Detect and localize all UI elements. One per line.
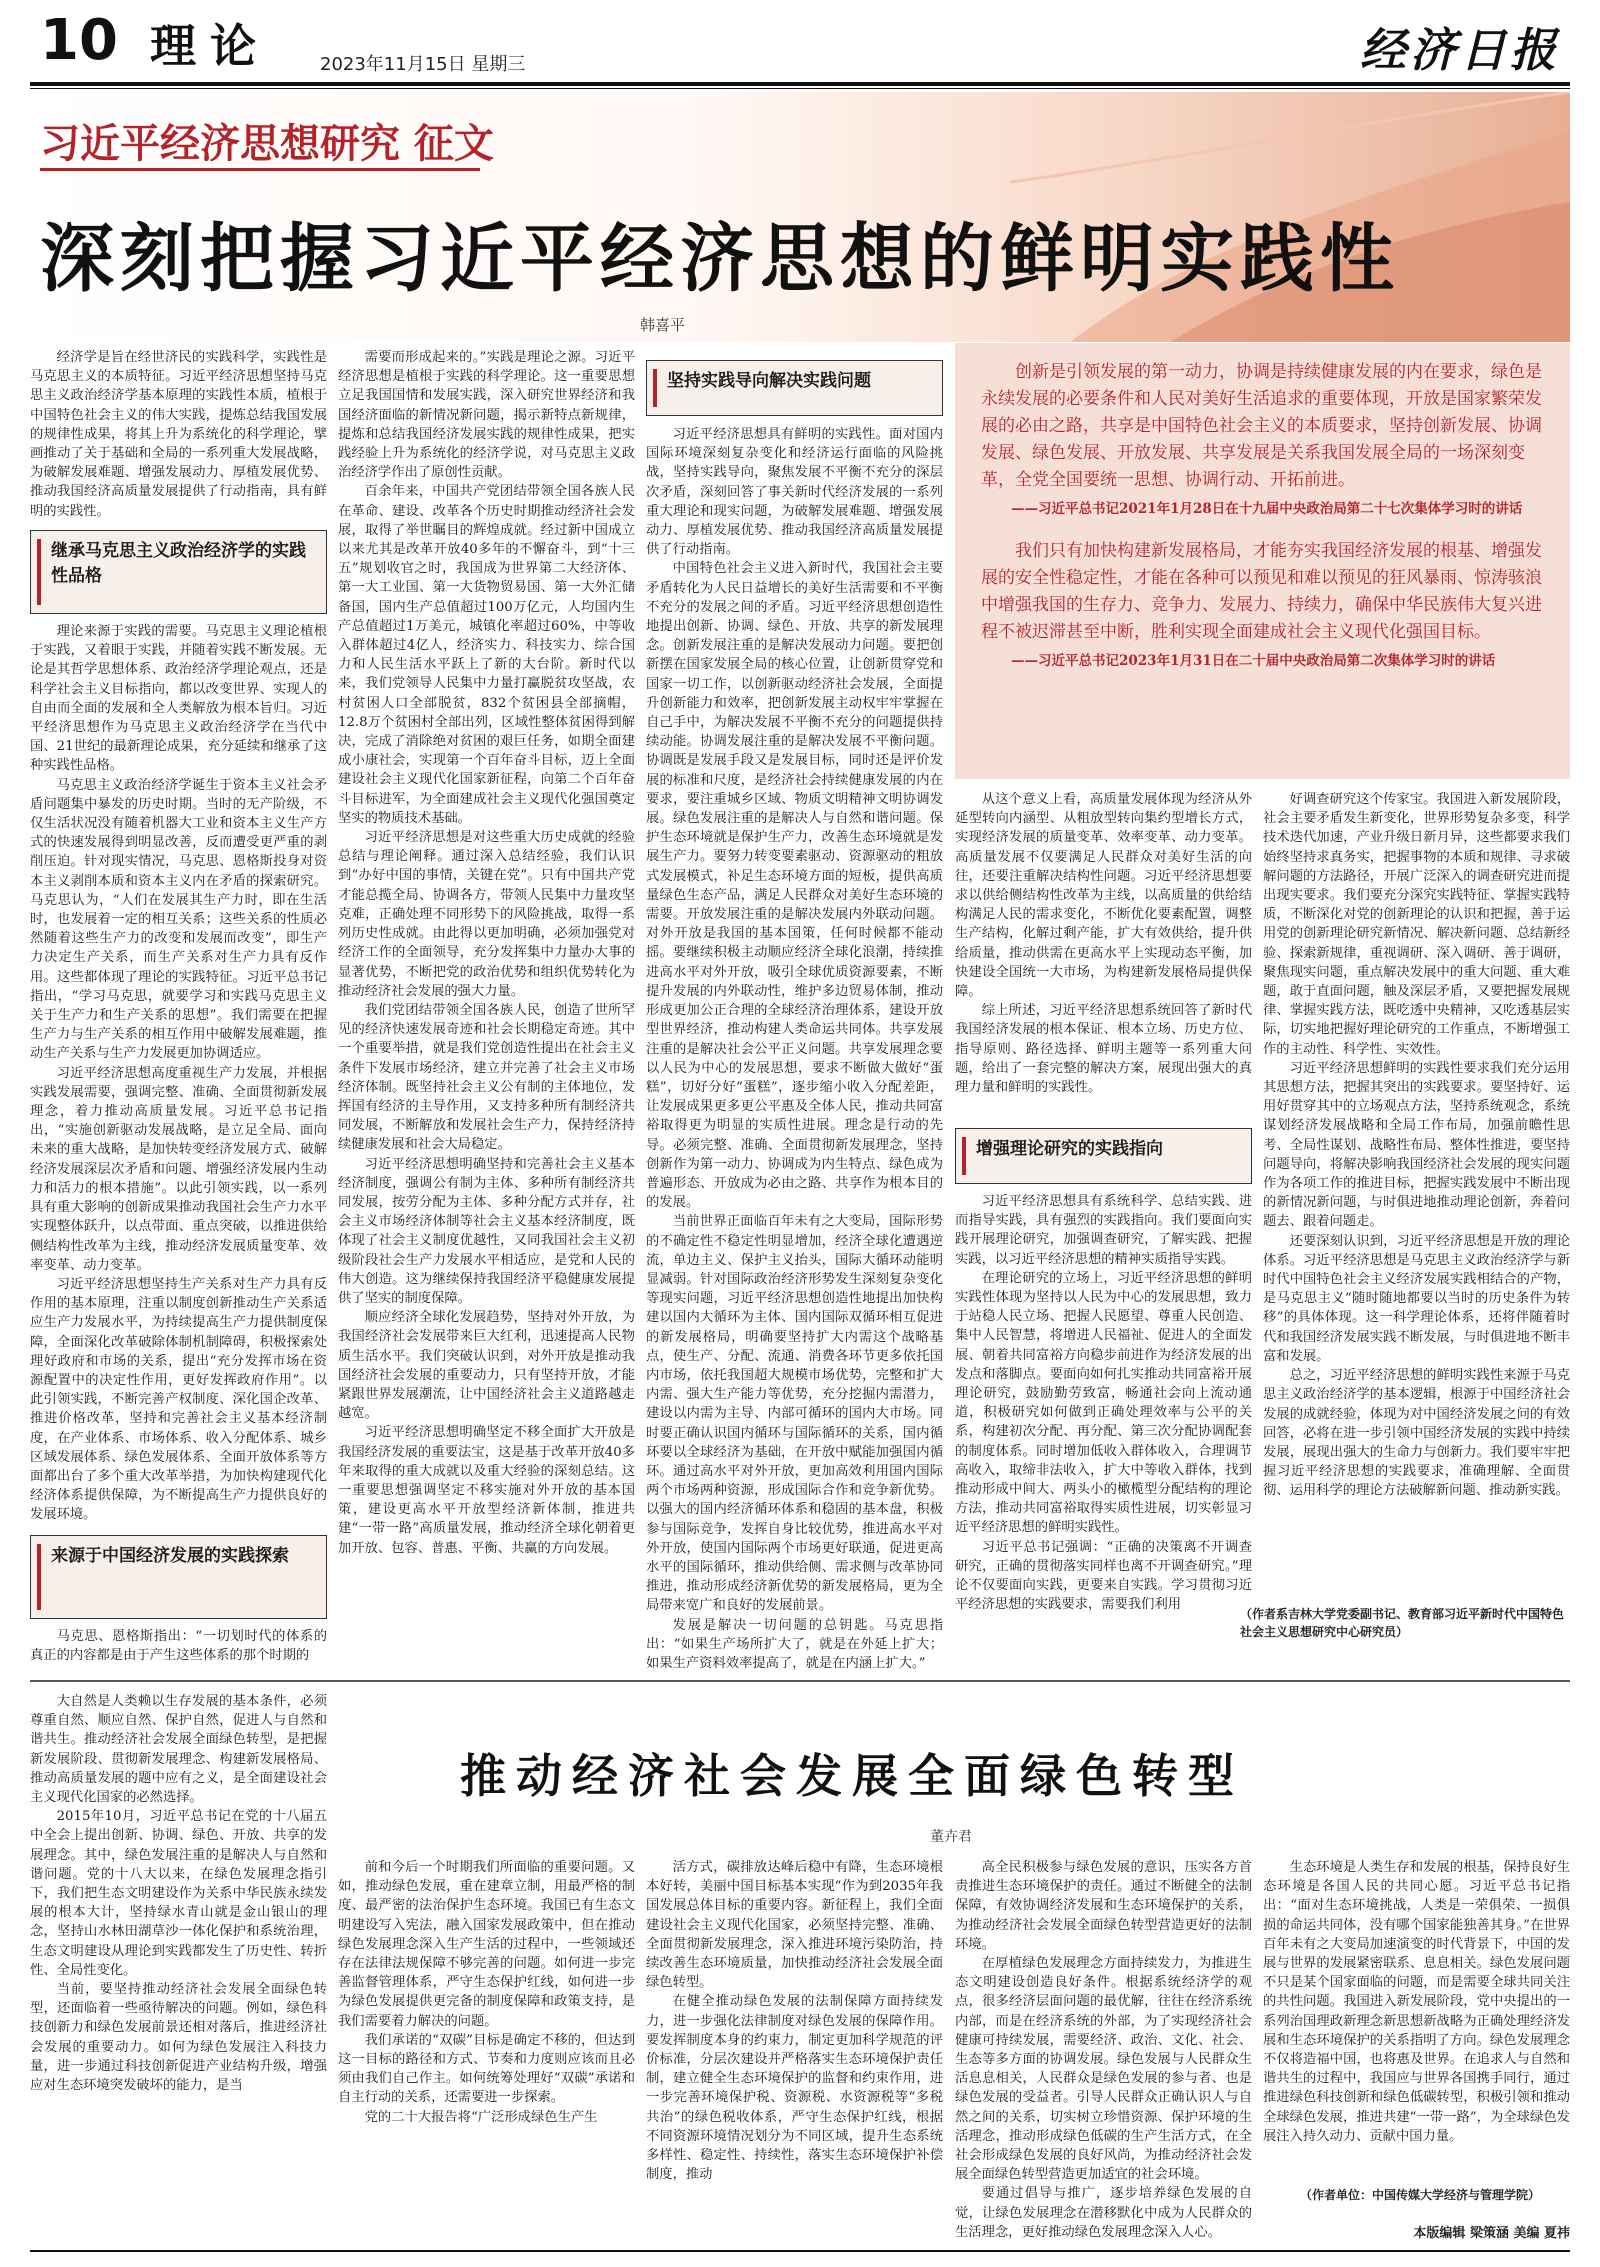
- newspaper-logo: 经济日报: [1360, 23, 1560, 77]
- subhead-origin-practice: [30, 1535, 327, 1619]
- editor-credits: 本版编辑 梁策涵 美编 夏祎: [1413, 2226, 1570, 2241]
- article2-column-1: [30, 1692, 327, 2247]
- body-paragraph: 需要而形成起来的。”实践是理论之源。习近平经济思想是植根于实践的科学理论。这一重要思想立足我国国情和发展实践，深入研究世界经济和我国经济面临的新情况新问题，揭示新特点新规律，提炼和总结我国经济发展实践的规律性成果，把实践经验上升为系统化的经济学说，对马克思主义政治经济学作出了原创性贡献。: [338, 350, 635, 481]
- body-paragraph: 马克思、恩格斯指出：“一切划时代的体系的真正的内容都是由于产生这些体系的那个时期的: [30, 1629, 327, 1664]
- body-paragraph: 经济学是旨在经世济民的实践科学，实践性是马克思主义的本质特征。习近平经济思想坚持马克思主义政治经济学基本原理的实践性本质，植根于中国特色社会主义的伟大实践，提炼总结我国发展的规律性成果，将其上升为系统化的科学理论，擘画推动了关于基础和全局的一系列重大发展战略，为破解发展难题、增强发展动力、厚植发展优势、推动我国经济高质量发展提供了行动指南，具有鲜明的实践性。: [30, 350, 327, 519]
- masthead-rule: [30, 82, 1570, 86]
- author-note: （作者系吉林大学党委副书记、教育部习近平新时代中国特色社会主义思想研究中心研究员）: [1240, 1607, 1565, 1639]
- subhead-practice-orientation: [646, 360, 943, 416]
- body-paragraph: 还要深刻认识到，习近平经济思想是开放的理论体系。习近平经济思想是马克思主义政治经济学与新时代中国特色社会主义经济发展实践相结合的产物，是马克思主义“随时随地都要以当时的历史条件为转移”的具体体现。这一科学理论体系，还将伴随着时代和我国经济发展实践不断发展，与时俱进地不断丰富和发展。: [1263, 1233, 1570, 1364]
- body-paragraph: 当前，要坚持推动经济社会发展全面绿色转型，还面临着一些亟待解决的问题。例如，绿色科技创新力和绿色发展前景还相对落后，推进经济社会发展的重要动力。如何为绿色发展注入科技力量，进一步通过科技创新促进产业结构升级，增强应对生态环境突发破坏的能力，是当: [30, 1982, 327, 2094]
- page-bottom-rule: [30, 2250, 1570, 2252]
- body-paragraph: 我们党团结带领全国各族人民，创造了世所罕见的经济快速发展奇迹和社会长期稳定奇迹。其中一个重要举措，就是我们党创造性提出在社会主义条件下发展市场经济，建立并完善了社会主义市场经济体制。既坚持社会主义公有制的主体地位，发挥国有经济的主导作用，又支持多种所有制经济共同发展，不断解放和发展社会生产力，保持经济持续健康发展和社会大局稳定。: [338, 1002, 635, 1153]
- article2-column-4: [955, 1858, 1252, 2247]
- body-paragraph: 总之，习近平经济思想的鲜明实践性来源于马克思主义政治经济学的基本逻辑，根源于中国经济社会发展的成就经验，体现为对中国经济发展之问的有效回答，必将在进一步引领中国经济发展的实践中持续发展，展现出强大的生命力与创新力。我们要牢牢把握习近平经济思想的实践要求，准确理解、全面贯彻、运用科学的理论方法破解新问题、推动新实践。: [1263, 1368, 1570, 1499]
- article2-column-5: [1263, 1858, 1570, 2180]
- body-paragraph: 活方式，碳排放达峰后稳中有降，生态环境根本好转，美丽中国目标基本实现”作为到2035年我国发展总体目标的重要内容。新征程上，我们全面建设社会主义现代化国家，必须坚持完整、准确、全面贯彻新发展理念，深入推进环境污染防治，持续改善生态环境质量，加快推动经济社会发展全面绿色转型。: [646, 1860, 943, 1991]
- page-masthead: [0, 0, 1600, 80]
- column-tag: 习近平经济思想研究 征文: [40, 120, 494, 167]
- article-byline: 韩喜平: [640, 316, 686, 334]
- body-paragraph: 习近平经济思想高度重视生产力发展，并根据实践发展需要，强调完整、准确、全面贯彻新发展理念，着力推动高质量发展。习近平总书记指出，“实施创新驱动发展战略，是立足全局、面向未来的重大战略，是加快转变经济发展方式、破解经济发展深层次矛盾和问题、增强经济发展内生动力和活力的根本措施”。以此引领实践，以一系列具有重大影响的创新成果推动我国社会生产力水平实现整体跃升，以点带面、重点突破，以推进供给侧结构性改革为主线，推动经济发展质量变革、效率变革、动力变革。: [30, 1065, 327, 1273]
- article2-column-2: [338, 1858, 635, 2247]
- article1-column-3: [646, 425, 943, 1671]
- second-headline: 推动经济社会发展全面绿色转型: [460, 1749, 1244, 1803]
- article1-column-1: [30, 348, 327, 524]
- body-paragraph: 在理论研究的立场上，习近平经济思想的鲜明实践性体现为坚持以人民为中心的发展思想，致力于站稳人民立场、把握人民愿望、尊重人民创造、集中人民智慧，将增进人民福祉、促进人的全面发展、朝着共同富裕方向稳步前进作为经济发展的出发点和落脚点。要面向如何扎实推动共同富裕开展理论研究，鼓励勤劳致富，畅通社会向上流动通道，积极研究如何做到正确处理效率与公平的关系，构建初次分配、再分配、第三次分配协调配套的制度体系。同时增加低收入群体收入，合理调节高收入，取缔非法收入，扩大中等收入群体，找到推动形成中间大、两头小的橄榄型分配结构的理论方法，推动共同富裕取得实质性进展，切实彰显习近平经济思想的鲜明实践性。: [955, 1270, 1252, 1536]
- body-paragraph: 大自然是人类赖以生存发展的基本条件，必须尊重自然、顺应自然、保护自然，促进人与自然和谐共生。推动经济社会发展全面绿色转型，是把握新发展阶段、贯彻新发展理念、构建新发展格局、推动高质量发展的题中应有之义，是全面建设社会主义现代化国家的必然选择。: [30, 1694, 327, 1806]
- body-paragraph: 习近平经济思想明确坚持和完善社会主义基本经济制度，强调公有制为主体、多种所有制经济共同发展，按劳分配为主体、多种分配方式并存，社会主义市场经济体制等社会主义基本经济制度，既体现了社会主义制度优越性，又同我国社会主义初级阶段社会生产力发展水平相适应，是党和人民的伟大创造。这为继续保持我国经济平稳健康发展提供了坚实的制度保障。: [338, 1156, 635, 1306]
- main-headline: 深刻把握习近平经济思想的鲜明实践性: [40, 216, 1400, 302]
- body-paragraph: 2015年10月，习近平总书记在党的十八届五中全会上提出创新、协调、绿色、开放、共享的发展理念。其中，绿色发展注重的是解决人与自然和谐问题。党的十八大以来，在绿色发展理念指引下，我们把生态文明建设作为关系中华民族永续发展的根本大计，坚持绿水青山就是金山银山的理念，坚持山水林田湖草沙一体化保护和系统治理，生态文明建设从理论到实践都发生了历史性、转折性、全局性变化。: [30, 1809, 327, 1978]
- body-paragraph: 当前世界正面临百年未有之大变局，国际形势的不确定性不稳定性明显增加，经济全球化遭遇逆流，单边主义、保护主义抬头，国际大循环动能明显减弱。针对国际政治经济形势发生深刻复杂变化等现实问题，习近平经济思想创造性地提出加快构建以国内大循环为主体、国内国际双循环相互促进的新发展格局，明确要坚持扩大内需这个战略基点，使生产、分配、流通、消费各环节更多依托国内市场，依托我国超大规模市场优势，完整和扩大内需、强大生产能力等优势，充分挖掘内需潜力，建设以内需为主导、内部可循环的国内大市场。同时要正确认识国内循环与国际循环的关系，国内循环要以全球经济为基础，在开放中赋能加强国内循环。通过高水平对外开放，更加高效利用国内国际两个市场两种资源，形成国际合作和竞争新优势。以强大的国内经济循环体系和稳固的基本盘，积极参与国际竞争，发挥自身比较优势，推进高水平对外开放，使国内国际两个市场更好联通，促进更高水平的国际循环，推动供给侧、需求侧与改革协同推进，推动形成经济新优势的新发展格局，更为全局带来宽广和良好的发展前景。: [646, 1214, 943, 1614]
- second-byline: 董卉君: [930, 1829, 972, 1845]
- article1-column-2: [338, 348, 635, 1671]
- quote-text: 创新是引领发展的第一动力，协调是持续健康发展的内在要求，绿色是永续发展的必要条件和人民对美好生活追求的重要体现，开放是国家繁荣发展的必由之路，共享是中国特色社会主义的本质要求，坚持创新发展、协调发展、绿色发展、开放发展、共享发展是关系我国发展全局的一场深刻变革，全党全国要统一思想、协调行动、开拓前进。: [981, 362, 1542, 490]
- body-paragraph: 在健全推动绿色发展的法制保障方面持续发力，进一步强化法律制度对绿色发展的保障作用。要发挥制度本身的约束力，制定更加科学规范的评价标准，分层次建设并严格落实生态环境保护责任制，建立健全生态环境保护的监督和约束作用，进一步完善环境保护税、资源税、水资源税等“多税共治”的绿色税收体系，严守生态保护红线，根据不同资源环境情况划分为不同区域，提升生态系统多样性、稳定性、持续性，落实生态环境保护补偿制度，推动: [646, 1994, 943, 2183]
- body-paragraph: 习近平经济思想坚持生产关系对生产力具有反作用的基本原理，注重以制度创新推动生产关系适应生产力发展水平，为持续提高生产力提供制度保障，全面深化改革破除体制机制障碍，积极探索处理好政府和市场的关系，提出“充分发挥市场在资源配置中的决定性作用，更好发挥政府作用”。以此引领实践，不断完善产权制度、深化国企改革、推进价格改革，坚持和完善社会主义基本经济制度，在产业体系、市场体系、收入分配体系、城乡区域发展体系、绿色发展体系、全面开放体系等方面都出台了多个重大改革举措，为加快构建现代化经济体系提供保障，为不断提高生产力提供良好的发展环境。: [30, 1276, 327, 1523]
- subhead-text: 坚持实践导向解决实践问题: [667, 371, 871, 391]
- subhead-research-orientation: [955, 1128, 1252, 1184]
- pull-quote-box: [955, 343, 1570, 779]
- subhead-text: 继承马克思主义政治经济学的实践性品格: [51, 541, 306, 586]
- issue-date: 2023年11月15日 星期三: [320, 54, 526, 75]
- section-name: 理论: [150, 19, 270, 73]
- body-paragraph: 习近平经济思想是对这些重大历史成就的经验总结与理论阐释。通过深入总结经验，我们认识到“办好中国的事情，关键在党”。只有中国共产党才能总揽全局、协调各方，带领人民集中力量攻坚克难，正确处理不同形势下的风险挑战，取得一系列历史性成就。由此得以更加明确，必须加强党对经济工作的全面领导，充分发挥集中力量办大事的显著优势，不断把党的政治优势和组织优势转化为推动经济社会发展的强大力量。: [338, 830, 635, 999]
- column-tag-underline: [40, 168, 480, 171]
- body-paragraph: 理论来源于实践的需要。马克思主义理论植根于实践，又着眼于实践，并随着实践不断发展。无论是其哲学思想体系、政治经济学理论观点，还是科学社会主义目标指向，都以改变世界、实现人的自由而全面的发展和全人类解放为根本旨归。习近平经济思想作为马克思主义政治经济学在当代中国、21世纪的最新理论成果，充分延续和继承了这种实践性品格。: [30, 624, 327, 774]
- article1-column-4: [955, 790, 1252, 1120]
- body-paragraph: 中国特色社会主义进入新时代，我国社会主要矛盾转化为人民日益增长的美好生活需要和不平衡不充分的发展之间的矛盾。习近平经济思想创造性地提出创新、协调、绿色、开放、共享的新发展理念。创新发展注重的是解决发展动力问题。要把创新摆在国家发展全局的核心位置，让创新贯穿党和国家一切工作，以创新驱动经济社会发展，全面提升创新能力和效率，把创新发展主动权牢牢掌握在自己手中，为解决发展不平衡不充分的问题提供持续动能。协调发展注重的是解决发展不平衡问题。协调既是发展手段又是发展目标，同时还是评价发展的标准和尺度，是经济社会持续健康发展的内在要求，要注重城乡区域、物质文明精神文明协调发展。绿色发展注重的是解决人与自然和谐问题。保护生态环境就是保护生产力，改善生态环境就是发展生产力。要努力转变要素驱动、资源驱动的粗放式发展模式，补足生态环境方面的短板，提供高质量绿色生态产品，满足人民群众对美好生态环境的需要。开放发展注重的是解决发展内外联动问题。对外开放是我国的基本国策，任何时候都不能动摇。要继续积极主动顺应经济全球化浪潮，持续推进高水平对外开放，吸引全球优质资源要素，不断提升发展的内外联动性，维护多边贸易体制，推动形成更加公正合理的全球经济治理体系，建设开放型世界经济，推动构建人类命运共同体。共享发展注重的是解决社会公平正义问题。共享发展理念要以人民为中心的发展思想，要求不断做大做好“蛋糕”，切好分好“蛋糕”，逐步缩小收入分配差距，让发展成果更多更公平惠及全体人民，推动共同富裕取得更为明显的实质性进展。理念是行动的先导。必须完整、准确、全面贯彻新发展理念，坚持创新作为第一动力、协调成为内生特点、绿色成为普遍形态、开放成为必由之路、共享作为根本目的的发展。: [646, 561, 943, 1211]
- body-paragraph: 发展是解决一切问题的总钥匙。马克思指出：“如果生产场所扩大了，就是在外延上扩大；如果生产资料效率提高了，就是在内涵上扩大。”: [646, 1617, 943, 1671]
- body-paragraph: 习近平经济思想鲜明的实践性要求我们充分运用其思想方法，把握其突出的实践要求。要坚持好、运用好贯穿其中的立场观点方法，坚持系统观念，系统谋划经济发展战略和全局工作布局，加强前瞻性思考、全局性谋划、战略性布局、整体性推进，要坚持问题导向，将解决影响我国经济社会发展的现实问题作为各项工作的推进目标，把握实践发展中不断出现的新情况新问题，与时俱进地推动理论创新，奔着问题去、跟着问题走。: [1263, 1060, 1570, 1230]
- body-paragraph: 习近平经济思想具有系统科学、总结实践、进而指导实践，具有强烈的实践指向。我们要面向实践开展理论研究，加强调查研究，了解实践、把握实践，以习近平经济思想的精神实质指导实践。: [955, 1194, 1252, 1267]
- subhead-inherit-marxism: [30, 530, 327, 614]
- article1-column-1b: [30, 622, 327, 1527]
- body-paragraph: 百余年来，中国共产党团结带领全国各族人民在革命、建设、改革各个历史时期推动经济社会发展，取得了举世瞩目的辉煌成就。经过新中国成立以来尤其是改革开放40多年的不懈奋斗，到“十三五”规划收官之时，我国成为世界第二大经济体、第一大工业国、第一大货物贸易国、第一大外汇储备国，国内生产总值超过100万亿元，人均国内生产总值超过1万美元，城镇化率超过60%，中等收入群体超过4亿人，经济实力、科技实力、综合国力和人民生活水平跃上了新的大台阶。新时代以来，我们党领导人民集中力量打赢脱贫攻坚战，农村贫困人口全部脱贫，832个贫困县全部摘帽，12.8万个贫困村全部出列，区域性整体贫困得到解决，完成了消除绝对贫困的艰巨任务，如期全面建成小康社会，实现第一个百年奋斗目标，迈上全面建设社会主义现代化国家新征程，向第二个百年奋斗目标进军，为全面建成社会主义现代化强国奠定坚实的物质技术基础。: [338, 484, 635, 826]
- body-paragraph: 在厚植绿色发展理念方面持续发力，为推进生态文明建设创造良好条件。根据系统经济学的观点，很多经济层面问题的最优解，往往在经济系统内部，而是在经济系统的外部，为了实现经济社会健康可持续发展，需要经济、政治、文化、社会、生态等多方面的协调发展。绿色发展与人民群众生活息息相关，人民群众是绿色发展的参与者、也是绿色发展的受益者。引导人民群众正确认识人与自然之间的关系，切实树立珍惜资源、保护环境的生活理念，推动形成绿色低碳的生产生活方式，在全社会形成绿色发展的良好风尚，为推动经济社会发展全面绿色转型营造更加适宜的社会环境。: [955, 1956, 1252, 2183]
- article2-column-3: [646, 1858, 943, 2247]
- body-paragraph: 党的二十大报告将“广泛形成绿色生产生: [364, 2109, 598, 2125]
- body-paragraph: 习近平经济思想明确坚定不移全面扩大开放是我国经济发展的重要法宝，这是基于改革开放40多年来取得的重大成就以及重大经验的深刻总结。这一重要思想强调坚定不移实施对外开放的基本国策，建设更高水平开放型经济新体制，推进共建“一带一路”高质量发展，推动经济全球化朝着更加开放、包容、普惠、平衡、共赢的方向发展。: [338, 1425, 635, 1556]
- article-divider: [30, 1680, 1570, 1682]
- article1-column-5: [1263, 790, 1570, 1600]
- second-author-note: （作者单位：中国传媒大学经济与管理学院）: [1300, 2188, 1541, 2202]
- article1-column-1c: [30, 1627, 327, 1671]
- quote-source: ——习近平总书记2023年1月31日在二十届中央政治局第二次集体学习时的讲话: [1011, 653, 1496, 669]
- page-number: 10: [40, 8, 118, 73]
- article1-column-4b: [955, 1192, 1252, 1671]
- body-paragraph: 综上所述，习近平经济思想系统回答了新时代我国经济发展的根本保证、根本立场、历史方位、指导原则、路径选择、鲜明主题等一系列重大问题，给出了一套完整的解决方案，展现出强大的真理力量和鲜明的实践性。: [955, 1003, 1252, 1096]
- body-paragraph: 习近平经济思想具有鲜明的实践性。面对国内国际环境深刻复杂变化和经济运行面临的风险挑战，坚持实践导向，聚焦发展不平衡不充分的深层次矛盾，深刻回答了事关新时代经济发展的一系列重大理论和现实问题，为破解发展难题、增强发展动力、厚植发展优势、推动我国经济高质量发展提供了行动指南。: [646, 427, 943, 558]
- body-paragraph: 要通过倡导与推广，逐步培养绿色发展的自觉，让绿色发展理念在潜移默化中成为人民群众的生活理念，更好推动绿色发展理念深入人心。: [955, 2186, 1252, 2240]
- body-paragraph: 马克思主义政治经济学诞生于资本主义社会矛盾问题集中暴发的历史时期。当时的无产阶级，不仅生活状况没有随着机器大工业和资本主义生产方式的快速发展得到明显改善，反而遭受更严重的剥削压迫。针对现实情况，马克思、恩格斯投身对资本主义剥削本质和资本主义内在矛盾的探索研究。马克思认为，“人们在发展其生产力时，即在生活时，也发展着一定的相互关系；这些关系的性质必然随着这些生产力的改变和发展而改变”，即生产力决定生产关系，而生产关系对生产力具有反作用。这些都体现了理论的实践特征。习近平总书记指出，“学习马克思，就要学习和实践马克思主义关于生产力和生产关系的思想”。我们需要在把握生产力与生产关系的相互作用中破解发展难题，推动生产关系与生产力发展更加协调适应。: [30, 777, 327, 1062]
- body-paragraph: 高全民积极参与绿色发展的意识，压实各方首责推进生态环境保护的责任。通过不断健全的法制保障，有效协调经济发展和生态环境保护的关系，为推动经济社会发展全面绿色转型营造更好的法制环境。: [955, 1860, 1252, 1952]
- quote-text: 我们只有加快构建新发展格局，才能夯实我国经济发展的根基、增强发展的安全性稳定性，才能在各种可以预见和难以预见的狂风暴雨、惊涛骇浪中增强我国的生存力、竞争力、发展力、持续力，确保中华民族伟大复兴进程不被迟滞甚至中断，胜利实现全面建成社会主义现代化强国目标。: [981, 541, 1542, 642]
- subhead-text: 增强理论研究的实践指向: [976, 1139, 1163, 1159]
- body-paragraph: 从这个意义上看，高质量发展体现为经济从外延型转向内涵型、从粗放型转向集约型增长方式，实现经济发展的质量变革、效率变革、动力变革。高质量发展不仅要满足人民群众对美好生活的向往，还要注重解决结构性问题。习近平经济思想要求以供给侧结构性改革为主线，以高质量的供给结构满足人民的需求变化，不断优化要素配置，调整生产结构，化解过剩产能，扩大有效供给，提升供给质量，推动供需在更高水平上实现动态平衡，加快建设全国统一大市场，为构建新发展格局提供保障。: [955, 792, 1252, 1000]
- quote-source: ——习近平总书记2021年1月28日在十九届中央政治局第二十七次集体学习时的讲话: [1011, 501, 1523, 517]
- body-paragraph: 我们承诺的“双碳”目标是确定不移的，但达到这一目标的路径和方式、节奏和力度则应该而且必须由我们自己作主。如何统筹处理好“双碳”承诺和自主行动的关系，还需要进一步探索。: [338, 2032, 635, 2106]
- body-paragraph: 顺应经济全球化发展趋势，坚持对外开放，为我国经济社会发展带来巨大红利，迅速提高人民物质生活水平。我们突破认识到，对外开放是推动我国经济社会发展的重要动力，只有坚持开放，才能紧跟世界发展潮流，让中国经济社会主义道路越走越宽。: [338, 1310, 635, 1422]
- body-paragraph: 习近平总书记强调：“正确的决策离不开调查研究，正确的贯彻落实同样也离不开调查研究。”理论不仅要面向实践，更要来自实践。学习贯彻习近平经济思想的实践要求，需要我们利用: [955, 1539, 1252, 1613]
- body-paragraph: 好调查研究这个传家宝。我国进入新发展阶段，社会主要矛盾发生新变化，世界形势复杂多变，科学技术迭代加速，产业升级日新月异，这些都要求我们始终坚持求真务实，把握事物的本质和规律、寻求破解问题的方法路径，开展广泛深入的调查研究进而提出现实要求。我们要充分深究实践特征、掌握实践特质，不断深化对党的创新理论的认识和把握，善于运用党的创新理论研究新情况、解决新问题、总结新经验、探索新规律，重视调研、深入调研、善于调研，聚焦现实问题，重点解决发展中的重大问题、重大难题，敢于直面问题，触及深层矛盾，又要把握发展规律、掌握实践方法，既吃透中央精神，又吃透基层实际，切实地把握好理论研究的工作重点，不断增强工作的主动性、科学性、实效性。: [1263, 792, 1570, 1057]
- body-paragraph: 前和今后一个时期我们所面临的重要问题。又如，推动绿色发展，重在建章立制，用最严格的制度、最严密的法治保护生态环境。我国已有生态文明建设写入宪法，融入国家发展政策中，但在推动绿色发展理念深入生产生活的过程中，一些领域还存在法律法规保障不够完善的问题。如何进一步完善监督管理体系，严守生态保护红线，如何进一步为绿色发展提供更完备的制度保障和政策支持，是我们需要着力解决的问题。: [338, 1860, 635, 2029]
- body-paragraph: 生态环境是人类生存和发展的根基，保持良好生态环境是各国人民的共同心愿。习近平总书记指出：“面对生态环境挑战，人类是一荣俱荣、一损俱损的命运共同体，没有哪个国家能独善其身。”在世界百年未有之大变局加速演变的时代背景下，中国的发展与世界的发展紧密联系、息息相关。绿色发展问题不只是某个国家面临的问题，而是需要全球共同关注的共性问题。我国进入新发展阶段，党中央提出的一系列治国理政新理念新思想新战略为正确处理经济发展和生态环境保护的关系指明了方向。绿色发展理念不仅将造福中国，也将惠及世界。在追求人与自然和谐共生的过程中，我国应与世界各国携手同行，通过推进绿色科技创新和绿色低碳转型，积极引领和推动全球绿色发展，推进共建“一带一路”，为全球绿色发展注入持久动力、贡献中国力量。: [1263, 1860, 1570, 2144]
- subhead-text: 来源于中国经济发展的实践探索: [51, 1546, 289, 1566]
- masthead-rule-thin: [30, 88, 1570, 89]
